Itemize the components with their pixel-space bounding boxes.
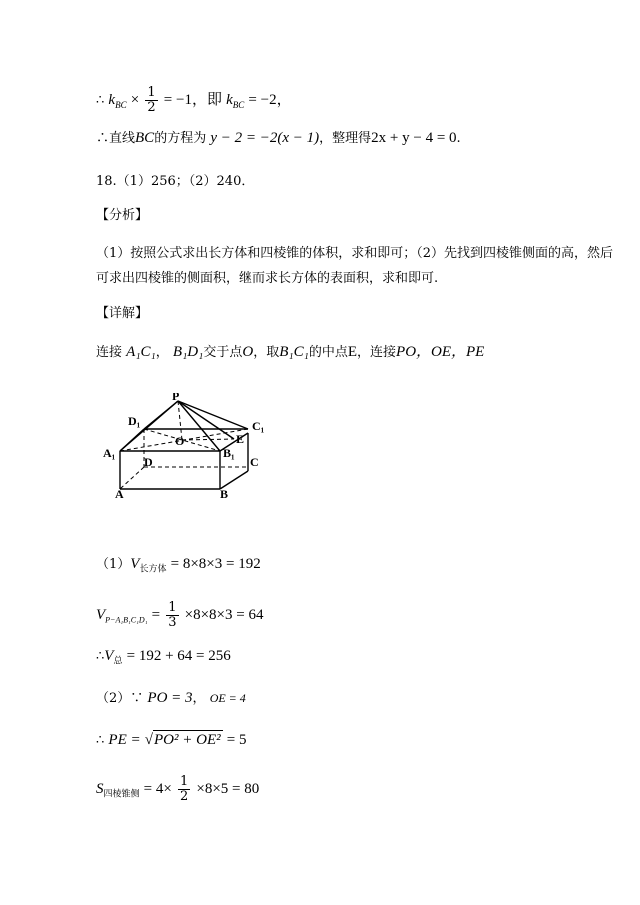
label-B: B — [220, 487, 229, 501]
label-D: D — [144, 455, 153, 469]
a1c1: A₁C₁ — [126, 344, 156, 360]
k-bc: $k_{BC}$ — [108, 92, 127, 110]
connect-line: 连接 A₁C₁， B₁D₁交于点O，取B₁C₁的中点E，连接PO，OE，PE — [96, 344, 485, 360]
therefore-symbol: ∴ — [96, 93, 105, 108]
volume-total: $\therefore V_总 = 192 + 64 = 256$ — [96, 648, 231, 667]
pe-length: ∴ PE = √PO² + OE² = 5 — [96, 732, 247, 748]
k-bc-2: $k_{BC}$ — [226, 92, 245, 110]
label-P: P — [172, 393, 180, 403]
detail-heading: 【详解】 — [96, 306, 149, 321]
l2-mid: 的方程为 — [154, 131, 207, 146]
l2-eq1: y − 2 = −2(x − 1) — [210, 130, 320, 146]
label-D1: D₁ — [128, 414, 141, 428]
l2-mid2: ，整理得 — [319, 131, 372, 146]
label-A: A — [115, 487, 124, 501]
fraction-half: $\frac{1}{2}$ — [147, 85, 156, 115]
label-B1: B₁ — [223, 446, 235, 460]
l2-end: . — [456, 131, 461, 146]
label-C1: C₁ — [252, 419, 265, 433]
l2-eq2: 2x + y − 4 = 0 — [371, 130, 457, 146]
analysis-heading: 【分析】 — [96, 208, 149, 223]
fraction-half-2: $\frac{1}{2}$ — [179, 774, 189, 804]
fraction-third: $\frac{1}{3}$ — [168, 600, 177, 630]
analysis-paragraph-1: （1）按照公式求出长方体和四棱锥的体积，求和即可；（2）先找到四棱锥侧面的高，然后 — [96, 246, 614, 261]
volume-cuboid: $(1)V_{长方体} = 8\times 8\times 3 = 192$ — [96, 556, 261, 575]
question-18-answer: 18.（1）256；（2）240． — [96, 174, 255, 189]
label-C: C — [250, 455, 259, 469]
l1-rhs: = −2， — [248, 92, 292, 108]
connect-list: PO，OE，PE — [396, 344, 485, 360]
b1d1: B₁D₁ — [172, 344, 204, 360]
cuboid-pyramid-figure — [100, 393, 280, 508]
l2-bc: BC — [135, 130, 155, 146]
volume-pyramid: $V_{P-A_1B_1C_1D_1}$ = $\frac{1}{3}$ ×8×8×3 = 64 — [96, 600, 264, 630]
label-E: E — [236, 432, 245, 446]
l2-prefix: ∴直线 — [96, 131, 136, 146]
l1-equals: = −1，即 — [163, 92, 222, 108]
part-2-given: （2）∵ PO = 3， OE = 4 — [96, 690, 246, 706]
label-A1: A₁ — [103, 446, 116, 460]
analysis-paragraph-2: 可求出四棱锥的侧面积，继而求长方体的表面积，求和即可. — [96, 271, 439, 286]
line-slope-product: ∴ $k_{BC}$ × $\frac{1}{2}$ = −1，即 $k_{BC} = -2$， — [96, 85, 292, 115]
label-O: O — [175, 434, 185, 448]
line-bc-equation — [96, 130, 461, 147]
lateral-area: $S_{四棱锥侧} = 4\times$ $\frac{1}{2}$ ×8×5 = 80 — [96, 774, 260, 804]
